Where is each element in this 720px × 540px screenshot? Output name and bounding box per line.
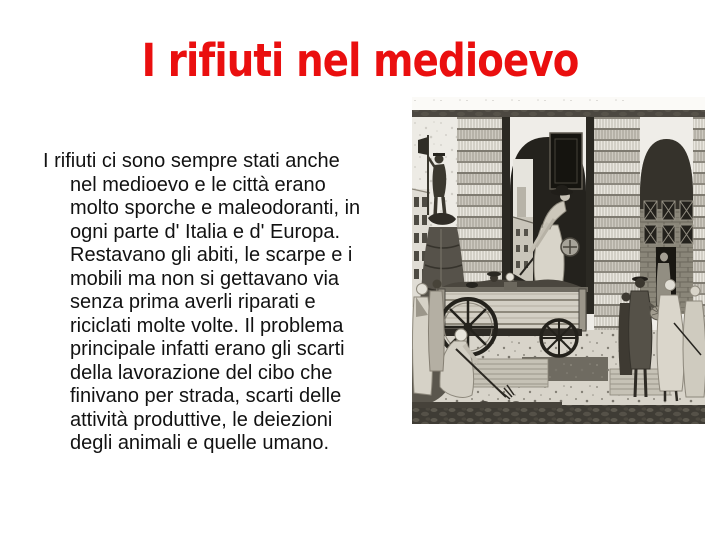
body-text-line: mobili ma non si gettavano via [70,267,340,290]
body-text-line: I rifiuti ci sono sempre stati anche [43,150,340,172]
body-text-line: degli animali e quelle umano. [70,432,330,454]
body-text-line: attività produttive, le deiezioni [70,408,333,431]
cobbled-strip [412,402,705,424]
engraving-svg [412,97,705,424]
medieval-street-engraving-image [412,97,705,424]
body-text-line: riciclati molte volte. Il problema [70,314,344,337]
body-text-block [43,150,428,456]
slide-title-text: I rifiuti nel medioevo [141,34,579,87]
body-text-line: Restavano gli abiti, le scarpe e i [70,244,353,266]
body-text-line: ogni parte d' Italia e d' Europa. [70,220,341,243]
cart-wheel-small [541,320,577,356]
cornice [412,110,705,117]
body-text-line: della lavorazione del cibo che [70,361,333,384]
body-text-line: nel medioevo e le città erano [70,173,326,196]
body-text-line: molto sporche e maleodoranti, in [70,197,361,219]
body-text-line: senza prima averli riparati e [70,291,316,313]
body-text-line: finivano per strada, scarti delle [70,385,342,407]
body-text-line: principale infatti erano gli scarti [70,338,345,360]
slide-title [0,34,720,87]
